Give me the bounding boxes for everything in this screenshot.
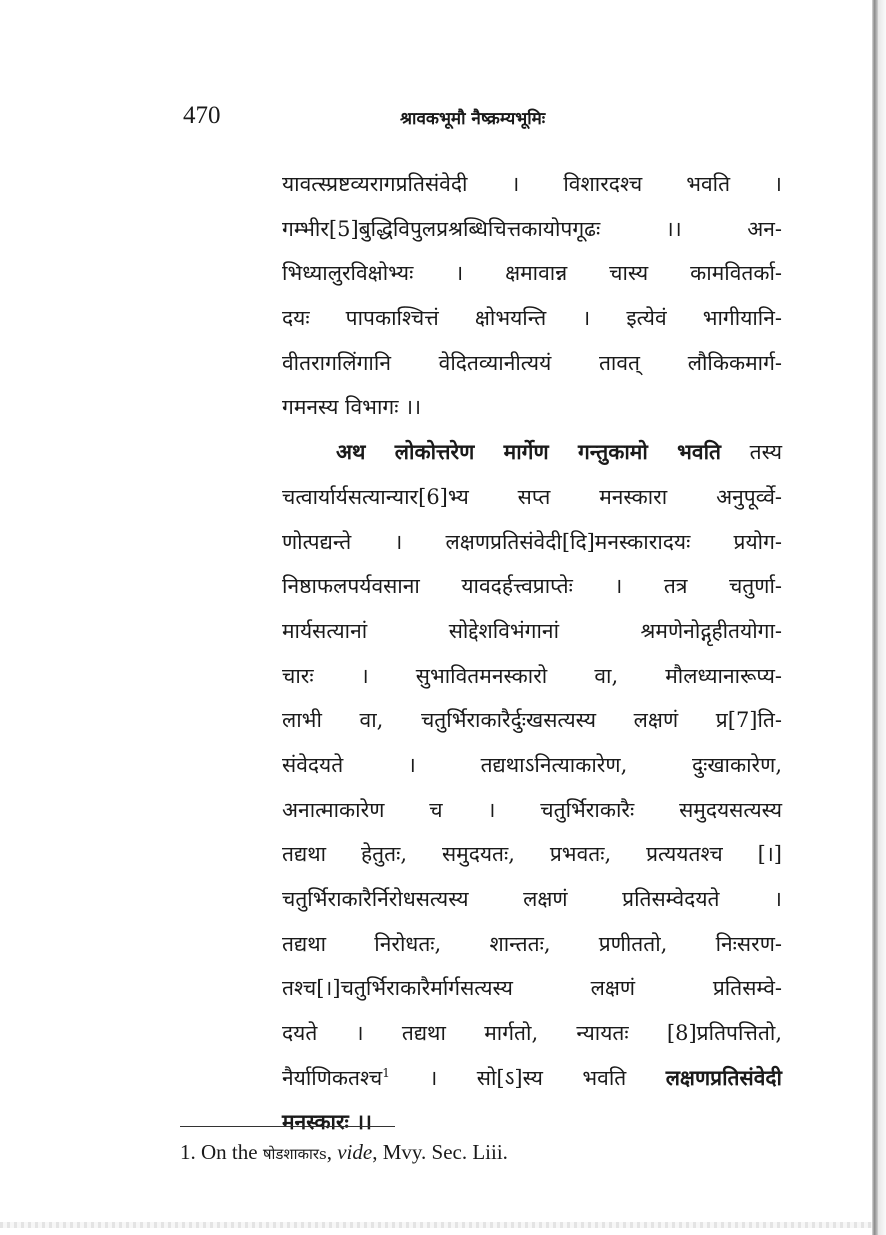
text-line: चत्वार्यार्यसत्यान्यार[6]भ्य सप्त मनस्कारा अनुपूर्व्वे-	[282, 484, 782, 509]
text-line: दयः पापकाश्चित्तं क्षोभयन्ति । इत्येवं भागीयानि-	[282, 306, 782, 331]
running-title: श्रावकभूमौ नैष्क्रम्यभूमिः	[400, 109, 546, 129]
text-line: णोत्पद्यन्ते । लक्षणप्रतिसंवेदी[दि]मनस्कारादयः प्रयोग-	[282, 529, 782, 554]
text-line: वीतरागलिंगानि वेदितव्यानीत्ययं तावत् लौकिकमार्ग-	[282, 350, 782, 375]
footnote-term: षोडशाकारs	[262, 1145, 327, 1163]
text-line: चतुर्भिराकारैर्निरोधसत्यस्य लक्षणं प्रतिसम्वेदयते ।	[282, 887, 782, 911]
bold-lead-phrase: अथ लोकोत्तरेण मार्गेण गन्तुकामो भवति	[336, 439, 721, 465]
text-line: गमनस्य विभागः ।।	[282, 395, 422, 420]
text-line-with-footnote	[282, 1056, 782, 1101]
body-text	[282, 162, 782, 1145]
page-edge-shadow	[878, 0, 886, 1235]
bold-term: लक्षणप्रतिसंवेदी	[665, 1064, 782, 1090]
page-number: 470	[183, 102, 221, 129]
footnote-vide: vide	[337, 1140, 373, 1164]
line-text: नैर्याणिकतश्च	[282, 1065, 383, 1090]
text-line: तद्यथा निरोधतः, शान्ततः, प्रणीततो, निःसरण-	[282, 931, 782, 956]
page-bottom-edge	[0, 1222, 872, 1228]
footnote-reference: , Mvy. Sec. Liii.	[372, 1140, 508, 1164]
text-line: तश्च[।]चतुर्भिराकारैर्मार्गसत्यस्य लक्षणं प्रतिसम्वे-	[282, 976, 782, 1001]
text-line-final	[282, 1100, 782, 1145]
footnote	[180, 1140, 508, 1165]
text-line: अनात्माकारेण च । चतुर्भिराकारैः समुदयसत्यस्य	[282, 797, 782, 822]
footnote-text: On the	[201, 1140, 258, 1164]
footnote-marker[interactable]: 1	[382, 1065, 390, 1080]
paragraph-lead-line	[282, 430, 782, 475]
text-line: मार्यसत्यानां सोद्देशविभंगानां श्रमणेनोद्गृहीतयोगा-	[282, 618, 782, 643]
text-line: तद्यथा हेतुतः, समुदयतः, प्रभवतः, प्रत्ययतश्च [।]	[282, 842, 782, 867]
text-line: लाभी वा, चतुर्भिराकारैर्दुःखसत्यस्य लक्षणं प्र[7]ति-	[282, 708, 782, 733]
text-line: यावत्स्प्रष्टव्यरागप्रतिसंवेदी । विशारदश्च भवति ।	[282, 172, 782, 196]
lead-rest: तस्य	[720, 440, 782, 465]
footnote-comma: ,	[326, 1140, 332, 1164]
text-line: संवेदयते । तद्यथाऽनित्याकारेण, दुःखाकारेण,	[282, 752, 782, 777]
text-line: गम्भीर[5]बुद्धिविपुलप्रश्रब्धिचित्तकायोपगूढः ।। अन-	[282, 216, 782, 241]
footnote-rule	[180, 1126, 395, 1127]
line-text-rest: । सो[ऽ]स्य भवति	[389, 1065, 666, 1090]
text-line: भिध्यालुरविक्षोभ्यः । क्षमावान्न चास्य कामवितर्का-	[282, 261, 782, 286]
text-line: निष्ठाफलपर्यवसाना यावदर्हत्त्वप्राप्तेः । तत्र चतुर्णा-	[282, 574, 782, 599]
bold-term: मनस्कारः ।।	[282, 1109, 373, 1135]
footnote-number: 1.	[180, 1140, 196, 1164]
text-line: चारः । सुभावितमनस्कारो वा, मौलध्यानारूप्य-	[282, 663, 782, 688]
page-binding-edge	[872, 0, 878, 1235]
text-line: दयते । तद्यथा मार्गतो, न्यायतः [8]प्रतिपत्तितो,	[282, 1021, 782, 1046]
